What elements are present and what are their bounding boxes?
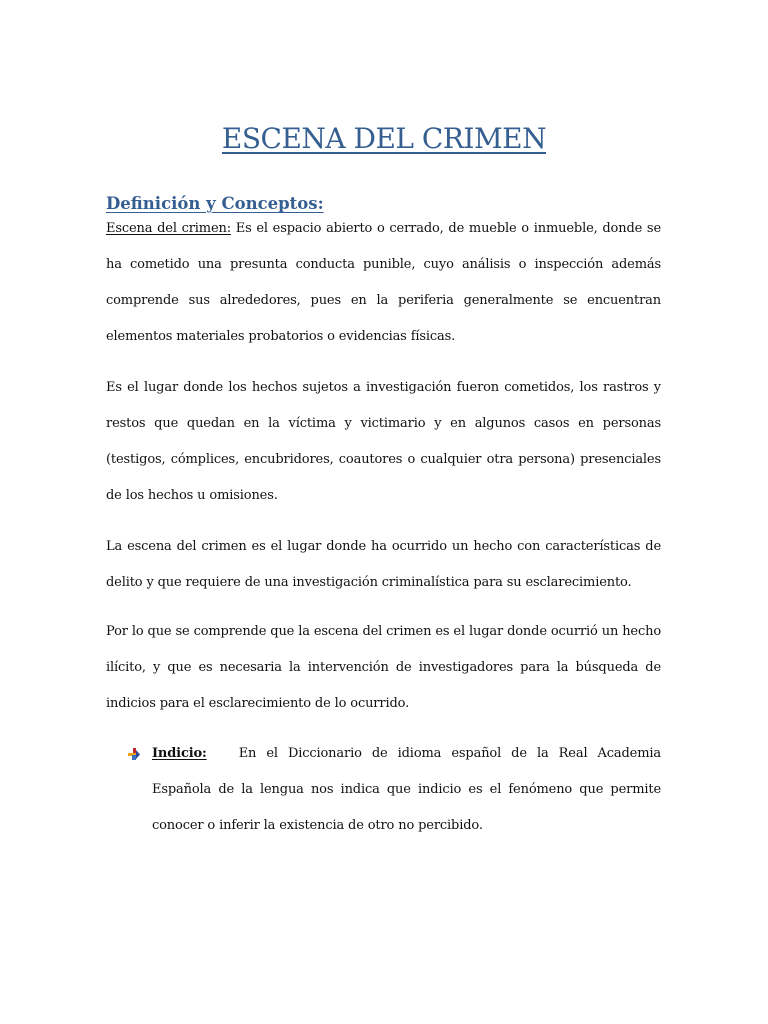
section-heading: Definición y Conceptos: [106,194,324,213]
list-item-indicio [152,736,661,844]
paragraph-definition [106,211,661,355]
arrow-bullet-icon [127,747,141,761]
definition-text: Es el espacio abierto o cerrado, de mueble o inmueble, donde se ha cometido una presunta conducta punible, cuyo análisis o inspección además comprende sus alrededores, pues en la periferia generalmente se encuentran elementos materiales probatorios o evidencias físicas. [106,221,661,344]
indicio-text: En el Diccionario de idioma español de la Real Academia Española de la lengua nos indica que indicio es el fenómeno que permite conocer o inferir la existencia de otro no percibido. [152,746,661,833]
paragraph-2: Es el lugar donde los hechos sujetos a investigación fueron cometidos, los rastros y restos que quedan en la víctima y victimario y en algunos casos en personas (testigos, cómplices, encubridores, coautores o cualquier otra persona) presenciales de los hechos u omisiones. [106,380,661,503]
term-indicio: Indicio: [152,746,207,761]
page-title: ESCENA DEL CRIMEN [221,122,547,155]
paragraph-4: Por lo que se comprende que la escena del crimen es el lugar donde ocurrió un hecho ilícito, y que es necesaria la intervención de investigadores para la búsqueda de indicios para el esclarecimiento de lo ocurrido. [106,624,661,711]
paragraph-3: La escena del crimen es el lugar donde ha ocurrido un hecho con características de delito y que requiere de una investigación criminalística para su esclarecimiento. [106,539,661,590]
term-escena-del-crimen: Escena del crimen: [106,221,231,236]
